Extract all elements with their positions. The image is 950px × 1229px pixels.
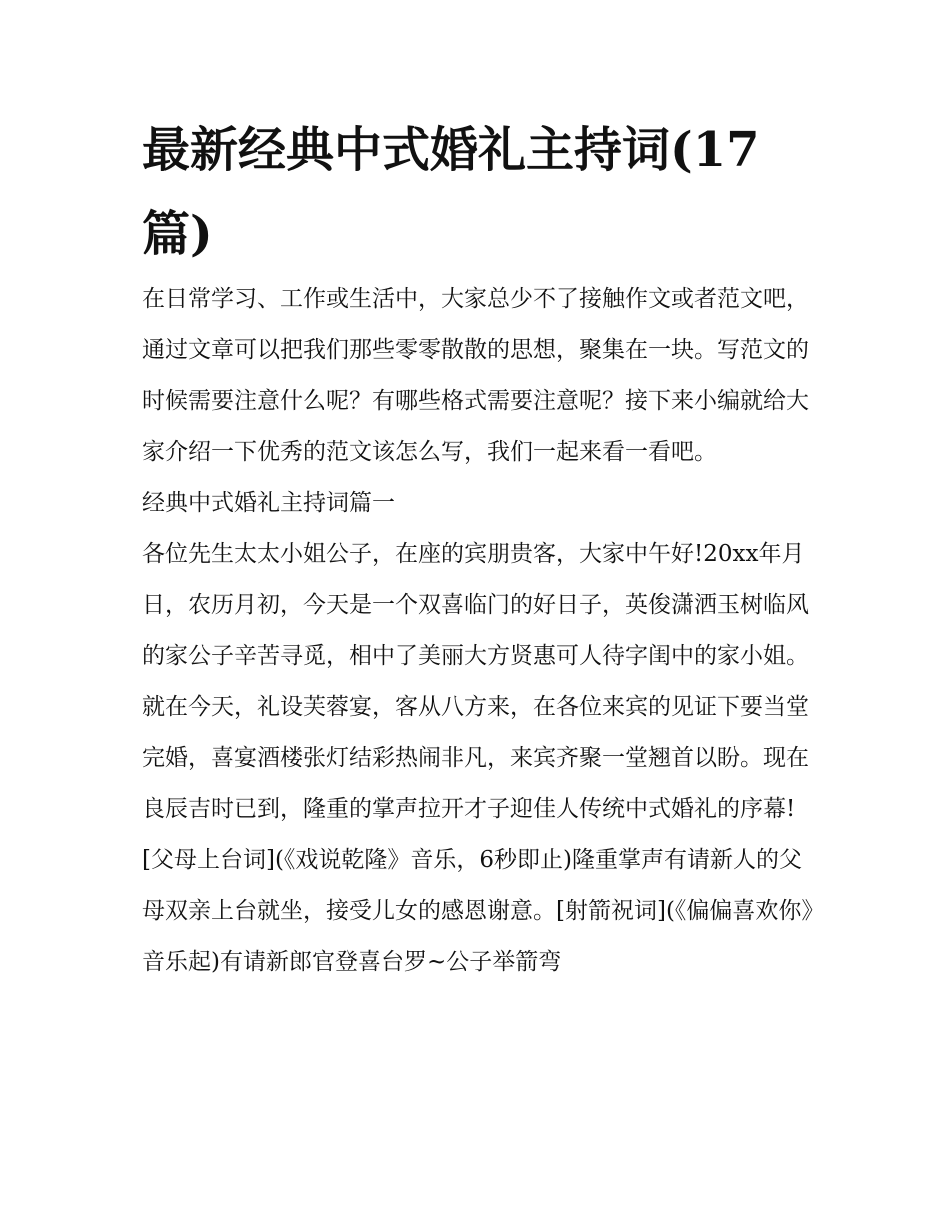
document-title: 最新经典中式婚礼主持词(17篇): [142, 122, 760, 262]
document-body: [142, 274, 822, 988]
body-paragraph: 各位先生太太小姐公子，在座的宾朋贵客，大家中午好!20xx年月日，农历月初，今天是一个双喜临门的好日子，英俊潇洒玉树临风的家公子辛苦寻觅，相中了美丽大方贤惠可人待字闺中的家小姐。就在今天，礼设芙蓉宴，客从八方来，在各位来宾的见证下要当堂完婚，喜宴酒楼张灯结彩热闹非凡，来宾齐聚一堂翘首以盼。现在良辰吉时已到，隆重的掌声拉开才子迎佳人传统中式婚礼的序幕!: [142, 541, 809, 822]
intro-paragraph: 在日常学习、工作或生活中，大家总少不了接触作文或者范文吧，通过文章可以把我们那些零零散散的思想，聚集在一块。写范文的时候需要注意什么呢？有哪些格式需要注意呢？接下来小编就给大家介绍一下优秀的范文该怎么写，我们一起来看一看吧。: [142, 286, 809, 465]
section-heading: 经典中式婚礼主持词篇一: [142, 490, 395, 516]
body-paragraph: [父母上台词](《戏说乾隆》音乐，6秒即止)隆重掌声有请新人的父母双亲上台就坐，接受儿女的感恩谢意。[射箭祝词](《偏偏喜欢你》音乐起)有请新郎官登喜台罗~公子举箭弯: [142, 847, 813, 975]
